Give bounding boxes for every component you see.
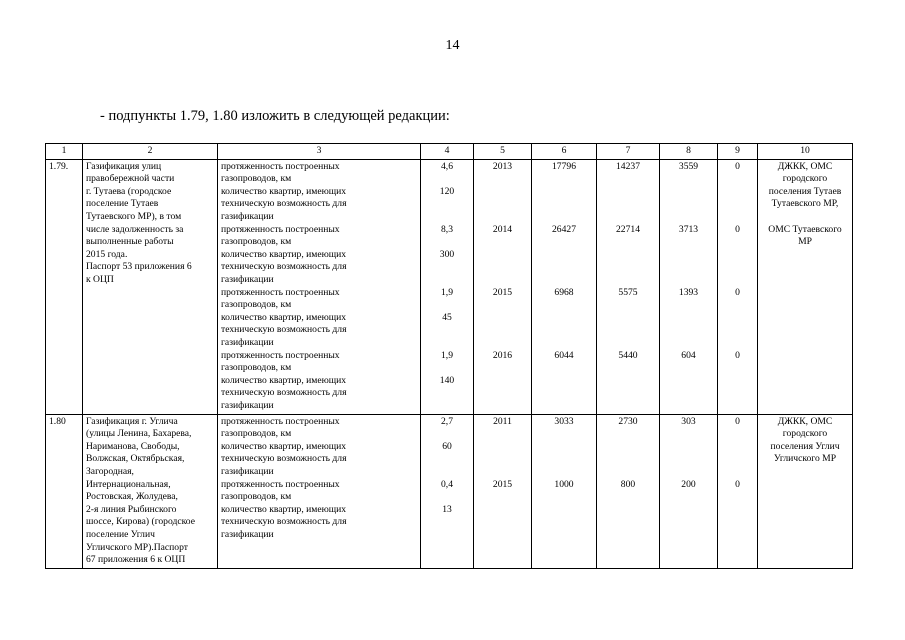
indicator-cell xyxy=(218,414,421,568)
cell-year: 2011 xyxy=(493,415,512,427)
row-title-line: г. Тутаева (городское xyxy=(86,185,172,197)
executor-line: городского xyxy=(782,173,828,185)
cell-total: 6044 xyxy=(554,349,574,361)
executor-cell xyxy=(758,414,853,568)
cell-c8: 1393 xyxy=(678,286,699,298)
indicator-apartments xyxy=(221,504,417,542)
cell-year: 2016 xyxy=(492,349,513,361)
indicator-apartments-line: техническую возможность для xyxy=(221,324,347,336)
indicator-apartments-line: газификации xyxy=(221,210,274,222)
cell-c8: 3713 xyxy=(678,223,699,235)
indicator-length xyxy=(221,479,417,504)
cell-total: 17796 xyxy=(552,160,576,172)
cell-c8: 604 xyxy=(681,349,696,361)
col-c8 xyxy=(660,414,718,568)
row-title-line: числе задолженность за xyxy=(86,223,184,235)
value-apartments: 13 xyxy=(442,503,452,515)
page-number: 14 xyxy=(445,38,460,53)
cell-c7: 14237 xyxy=(616,160,640,172)
indicator-apartments-line: газификации xyxy=(221,273,274,285)
value-length: 8,3 xyxy=(441,223,453,235)
header-cell-2: 2 xyxy=(83,144,218,160)
indicator-length-line: протяженность построенных xyxy=(221,286,340,298)
cell-year: 2013 xyxy=(492,160,513,172)
col-c7 xyxy=(597,159,660,414)
indicator-apartments-line: газификации xyxy=(221,465,274,477)
cell-c7: 5440 xyxy=(618,349,638,361)
indicator-length xyxy=(221,224,417,249)
value-length: 2,7 xyxy=(441,415,453,427)
indicator-length xyxy=(221,416,417,441)
cell-c8: 3559 xyxy=(678,160,699,172)
value-length: 1,9 xyxy=(441,349,453,361)
cell-total: 6968 xyxy=(554,286,574,298)
indicator-apartments-line: газификации xyxy=(221,336,274,348)
row-title-line: Ростовская, Жолудева, xyxy=(86,491,178,503)
cell-c7: 2730 xyxy=(618,415,638,427)
indicator-length-line: газопроводов, км xyxy=(221,299,292,311)
row-title-line: 67 приложения 6 к ОЦП xyxy=(86,554,186,566)
executor-line: поселения Углич xyxy=(770,440,840,452)
indicator-apartments xyxy=(221,441,417,479)
col-c9 xyxy=(718,414,758,568)
value-apartments: 60 xyxy=(442,440,452,452)
header-row xyxy=(46,144,853,160)
value-apartments: 120 xyxy=(439,185,455,197)
col-year xyxy=(474,159,532,414)
executor-line: ДЖКК, ОМС xyxy=(777,160,833,172)
value-length: 0,4 xyxy=(441,478,453,490)
indicator-length-line: газопроводов, км xyxy=(221,173,292,185)
row-title-line: Волжская, Октябрьская, xyxy=(86,453,185,465)
indicator-length-line: газопроводов, км xyxy=(221,236,292,248)
row-title-line: Газификация улиц xyxy=(86,160,162,172)
executor-line: ОМС Тутаевского xyxy=(768,223,842,235)
col-c9 xyxy=(718,159,758,414)
cell-total: 3033 xyxy=(554,415,574,427)
row-title-line: выполненные работы xyxy=(86,236,174,248)
indicator-apartments xyxy=(221,186,417,224)
indicator-cell xyxy=(218,159,421,414)
executor-line: МР xyxy=(798,236,812,248)
indicator-apartments-line: техническую возможность для xyxy=(221,198,347,210)
value-apartments: 300 xyxy=(439,248,455,260)
row-title-line: 2015 года. xyxy=(86,248,128,260)
indicator-apartments-line: количество квартир, имеющих xyxy=(221,248,347,260)
program-table xyxy=(45,143,853,569)
executor-line: поселения Тутаев xyxy=(768,185,842,197)
col-c7 xyxy=(597,414,660,568)
indicator-length-line: газопроводов, км xyxy=(221,428,292,440)
indicator-length-line: протяженность построенных xyxy=(221,478,340,490)
indicator-apartments-line: количество квартир, имеющих xyxy=(221,503,347,515)
cell-c9: 0 xyxy=(735,160,740,172)
indicator-length xyxy=(221,287,417,312)
row-title-line: к ОЦП xyxy=(86,273,114,285)
row-title-line: правобережной части xyxy=(86,173,175,185)
row-title xyxy=(83,159,218,414)
header-cell-10: 10 xyxy=(758,144,853,160)
cell-total: 26427 xyxy=(552,223,576,235)
row-title-line: Газификация г. Углича xyxy=(86,415,178,427)
executor-line: Угличского МР xyxy=(773,453,837,465)
table-row xyxy=(46,159,853,414)
indicator-apartments-line: газификации xyxy=(221,399,274,411)
indicator-apartments-line: техническую возможность для xyxy=(221,516,347,528)
cell-total: 1000 xyxy=(554,478,574,490)
indicator-apartments-line: количество квартир, имеющих xyxy=(221,185,347,197)
value-apartments: 140 xyxy=(439,374,455,386)
indicator-apartments-line: техническую возможность для xyxy=(221,387,347,399)
value-length: 4,6 xyxy=(441,160,453,172)
indicator-apartments-line: количество квартир, имеющих xyxy=(221,374,347,386)
indicator-length-line: протяженность построенных xyxy=(221,160,340,172)
row-title-line: поселение Тутаев xyxy=(86,198,159,210)
executor-cell xyxy=(758,159,853,414)
value-length: 1,9 xyxy=(441,286,453,298)
header-cell-7: 7 xyxy=(597,144,660,160)
indicator-apartments-line: газификации xyxy=(221,528,274,540)
row-title-line: Нариманова, Свободы, xyxy=(86,440,180,452)
indicator-apartments-line: техническую возможность для xyxy=(221,261,347,273)
row-number: 1.80 xyxy=(46,414,83,568)
header-cell-1: 1 xyxy=(46,144,83,160)
indicator-length xyxy=(221,350,417,375)
header-cell-9: 9 xyxy=(718,144,758,160)
indicator-values xyxy=(421,159,474,414)
header-cell-5: 5 xyxy=(474,144,532,160)
col-year xyxy=(474,414,532,568)
cell-c8: 200 xyxy=(681,478,696,490)
row-title-line: (улицы Ленина, Бахарева, xyxy=(86,428,192,440)
header-cell-8: 8 xyxy=(660,144,718,160)
row-title-line: Угличского МР).Паспорт xyxy=(86,541,188,553)
indicator-apartments-line: количество квартир, имеющих xyxy=(221,440,347,452)
row-title-line: Интернациональная, xyxy=(86,478,171,490)
cell-c7: 22714 xyxy=(616,223,640,235)
indicator-values xyxy=(421,414,474,568)
header-cell-3: 3 xyxy=(218,144,421,160)
executor-line: городского xyxy=(782,428,828,440)
indicator-apartments-line: техническую возможность для xyxy=(221,453,347,465)
value-apartments: 45 xyxy=(442,311,452,323)
cell-c7: 800 xyxy=(620,478,636,490)
indicator-length-line: протяженность построенных xyxy=(221,349,340,361)
executor-line: ДЖКК, ОМС xyxy=(777,415,833,427)
col-c8 xyxy=(660,159,718,414)
col-total xyxy=(532,414,597,568)
row-title-line: шоссе, Кирова) (городское xyxy=(86,516,195,528)
row-title-line: поселение Углич xyxy=(86,528,155,540)
header-cell-4: 4 xyxy=(421,144,474,160)
row-title-line: Тутаевского МР), в том xyxy=(86,210,182,222)
cell-c9: 0 xyxy=(735,478,740,490)
indicator-apartments xyxy=(221,312,417,350)
executor-line: Тутаевского МР, xyxy=(771,198,839,210)
indicator-length xyxy=(221,161,417,186)
cell-c8: 303 xyxy=(681,415,696,427)
cell-year: 2014 xyxy=(492,223,513,235)
executor-line xyxy=(761,211,849,224)
cell-c9: 0 xyxy=(735,349,740,361)
row-title-line: Загородная, xyxy=(86,465,134,477)
row-title-line: Паспорт 53 приложения 6 xyxy=(86,261,192,273)
row-title xyxy=(83,414,218,568)
indicator-length-line: газопроводов, км xyxy=(221,362,292,374)
indicator-length-line: газопроводов, км xyxy=(221,491,292,503)
cell-c9: 0 xyxy=(735,223,740,235)
table-body xyxy=(46,144,853,569)
indicator-apartments-line: количество квартир, имеющих xyxy=(221,311,347,323)
row-number: 1.79. xyxy=(46,159,83,414)
indicator-apartments xyxy=(221,375,417,413)
table-row xyxy=(46,414,853,568)
indicator-length-line: протяженность построенных xyxy=(221,223,340,235)
cell-year: 2015 xyxy=(492,286,513,298)
header-cell-6: 6 xyxy=(532,144,597,160)
cell-c9: 0 xyxy=(735,286,740,298)
cell-c7: 5575 xyxy=(618,286,638,298)
cell-year: 2015 xyxy=(492,478,513,490)
indicator-length-line: протяженность построенных xyxy=(221,415,340,427)
intro-text: - подпункты 1.79, 1.80 изложить в следующей редакции: xyxy=(100,108,450,124)
col-total xyxy=(532,159,597,414)
row-title-line: 2-я линия Рыбинского xyxy=(86,503,177,515)
cell-c9: 0 xyxy=(735,415,740,427)
indicator-apartments xyxy=(221,249,417,287)
